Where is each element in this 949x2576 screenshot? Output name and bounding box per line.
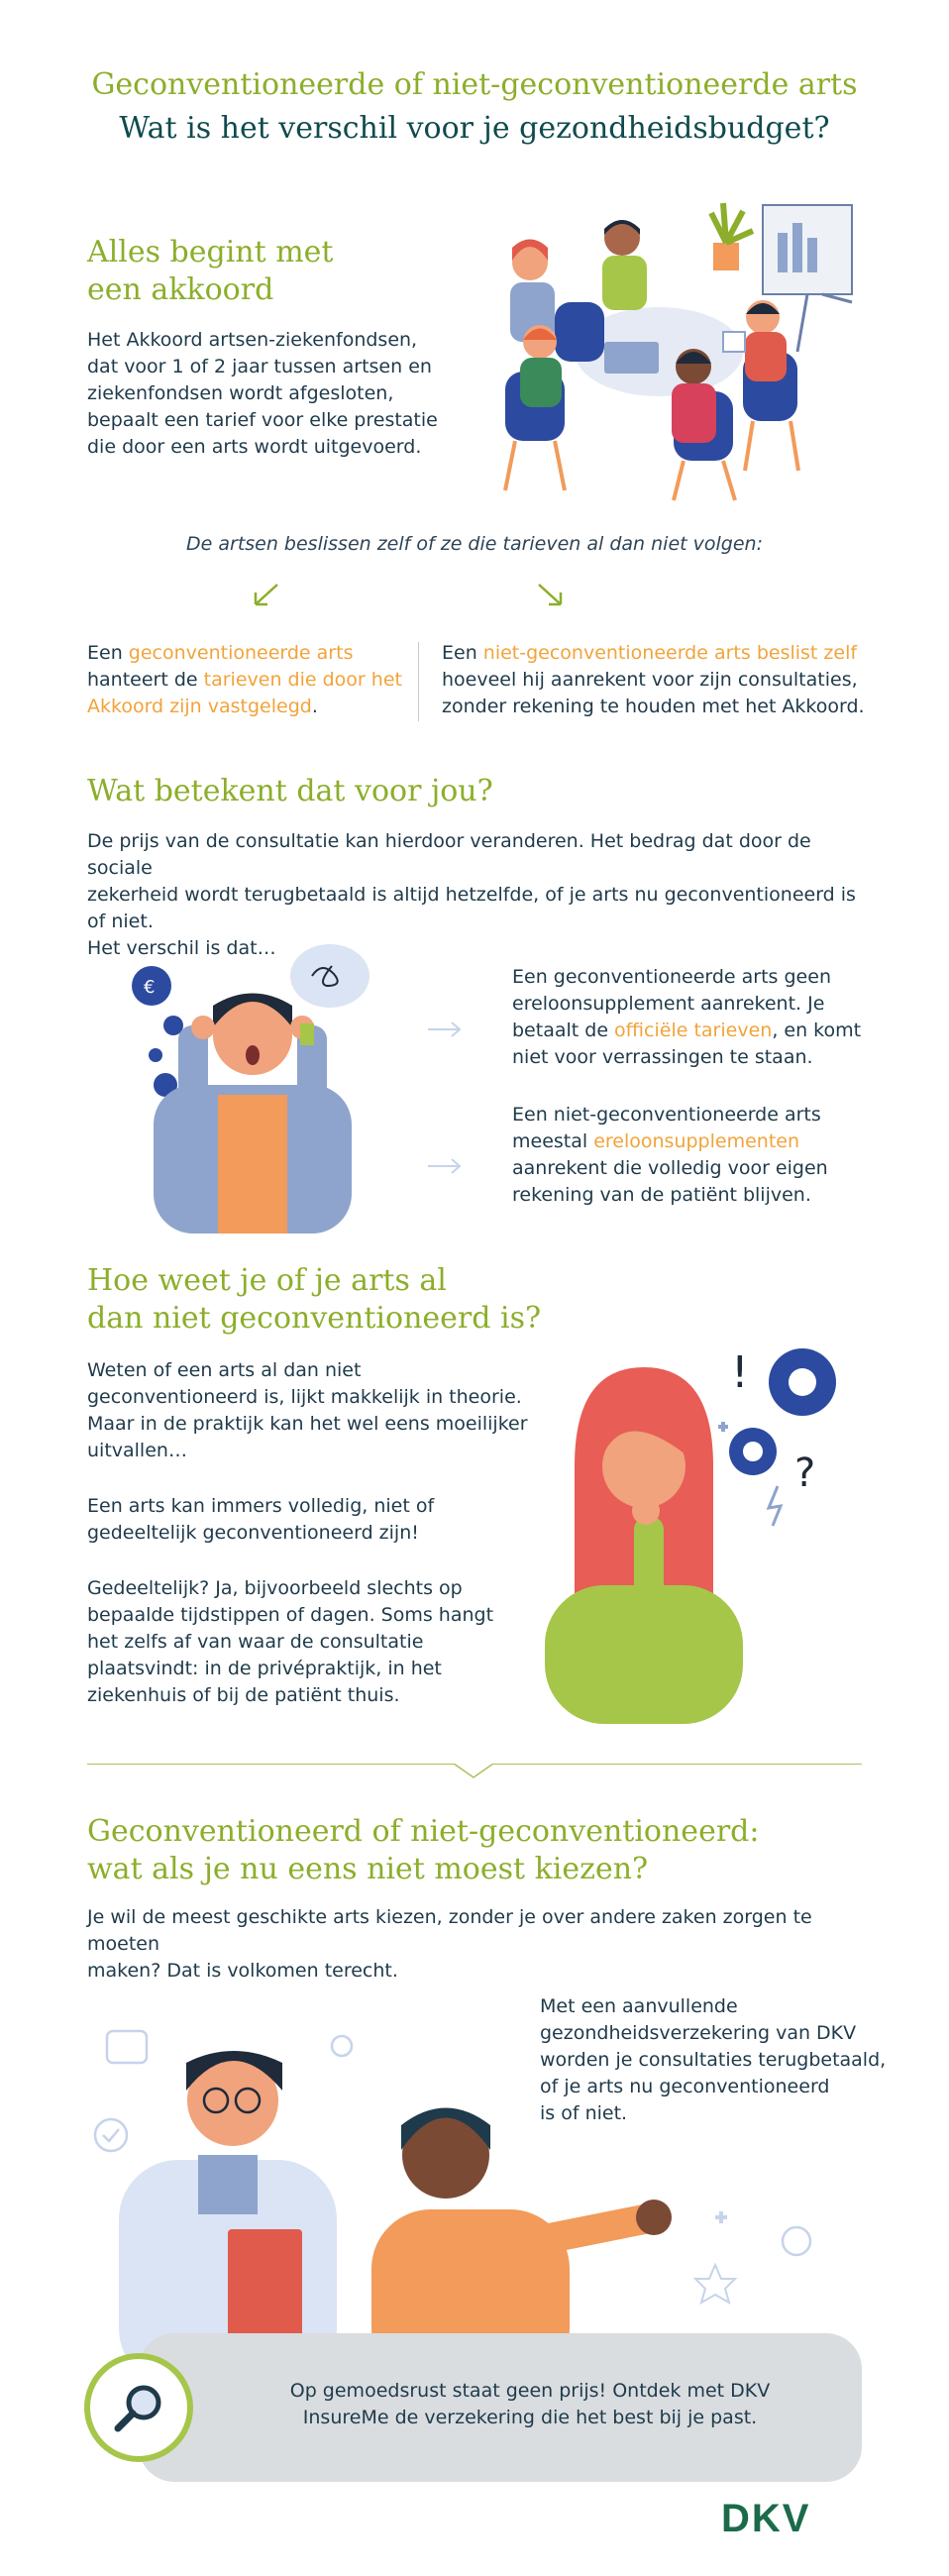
non-conventioned-description: Een niet-geconventioneerde arts beslist zelf hoeveel hij aanrekent voor zijn consultaties, zonder rekening te houden met het Akkoord. xyxy=(442,642,865,717)
arrow-down-left-icon xyxy=(250,581,281,610)
page-title: Geconventioneerde of niet-geconventioneerde arts xyxy=(91,67,858,102)
point-conventioned: Een geconventioneerde arts geen ereloonsupplement aanrekent. Je betaalt de officiële tarieven, en komt niet voor verrassingen te staan. xyxy=(512,966,862,1068)
svg-text:€: € xyxy=(144,977,156,998)
meeting-illustration xyxy=(475,193,872,510)
section4-heading: Geconventioneerd of niet-geconventioneerd: wat als je nu eens niet moest kiezen? xyxy=(87,1814,760,1886)
section2-body: De prijs van de consultatie kan hierdoor veranderen. Het bedrag dat door de sociale zekerheid wordt terugbetaald is altijd hetzelfde, of je arts nu geconventioneerd is of niet. Het verschil is dat… xyxy=(87,830,856,959)
section4-side-text: Met een aanvullende gezondheidsverzekering van DKV worden je consultaties terugbetaald, of je arts nu geconventioneerd is of niet. xyxy=(540,1995,887,2124)
split-divider xyxy=(418,642,419,721)
magnifier-badge xyxy=(84,2353,193,2462)
section1-heading: Alles begint met een akkoord xyxy=(87,235,334,307)
cta-text[interactable]: Op gemoedsrust staat geen prijs! Ontdek met DKV InsureMe de verzekering die het best bij je past. xyxy=(289,2380,771,2428)
magnifier-icon xyxy=(112,2381,167,2436)
section2-heading: Wat betekent dat voor jou? xyxy=(87,774,493,808)
arrow-down-right-icon xyxy=(535,581,567,610)
arrow-right-icon-2 xyxy=(426,1157,464,1175)
dkv-logo[interactable]: DKV xyxy=(721,2497,811,2540)
section3-para3: Gedeeltelijk? Ja, bijvoorbeeld slechts op bepaalde tijdstippen of dagen. Soms hangt het zelfs af van waar de consultatie plaatsvindt: in de privépraktijk, in het ziekenhuis of bij de patiënt thuis. xyxy=(87,1577,494,1706)
section3-heading: Hoe weet je of je arts al dan niet geconventioneerd is? xyxy=(87,1263,542,1336)
divider-notch xyxy=(454,1764,493,1779)
arrow-right-icon-1 xyxy=(426,1020,464,1038)
doctor-patient-illustration xyxy=(89,1991,822,2388)
point-non-conventioned: Een niet-geconventioneerde arts meestal ereloonsupplementen aanrekent die volledig voor eigen rekening van de patiënt blijven. xyxy=(512,1104,828,1206)
svg-text:?: ? xyxy=(794,1450,816,1496)
confused-man-illustration xyxy=(124,936,381,1234)
section3-para1: Weten of een arts al dan niet geconventioneerd is, lijkt makkelijk in theorie. Maar in de praktijk kan het wel eens moeilijker uitvallen… xyxy=(87,1359,528,1461)
svg-text:!: ! xyxy=(731,1347,749,1398)
section3-para2: Een arts kan immers volledig, niet of gedeeltelijk geconventioneerd zijn! xyxy=(87,1495,435,1544)
conventioned-description: Een geconventioneerde arts hanteert de tarieven die door het Akkoord zijn vastgelegd. xyxy=(87,642,402,717)
section4-body: Je wil de meest geschikte arts kiezen, zonder je over andere zaken zorgen te moeten maken? Dat is volkomen terecht. xyxy=(87,1906,812,1982)
section1-body: Het Akkoord artsen-ziekenfondsen, dat voor 1 of 2 jaar tussen artsen en ziekenfondsen wordt afgesloten, bepaalt een tarief voor elke prestatie die door een arts wordt uitgevoerd. xyxy=(87,329,438,458)
decision-text: De artsen beslissen zelf of ze die tarieven al dan niet volgen: xyxy=(186,533,763,555)
page-subtitle: Wat is het verschil voor je gezondheidsbudget? xyxy=(119,111,830,146)
thinking-woman-illustration xyxy=(535,1338,852,1724)
